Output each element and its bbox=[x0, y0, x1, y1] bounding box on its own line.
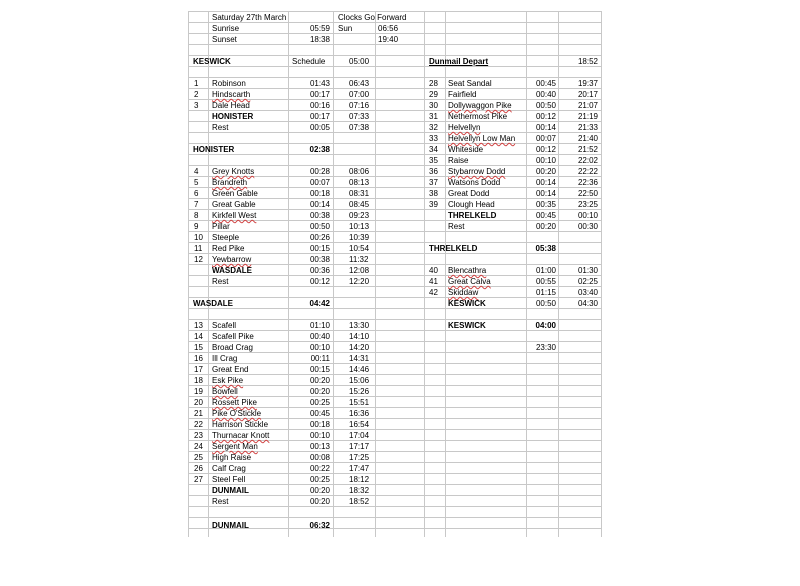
fell-number: 1 bbox=[194, 79, 199, 88]
grid-column-line bbox=[208, 11, 209, 537]
fell-name: Raise bbox=[448, 156, 469, 165]
leg-duration: 00:12 bbox=[535, 112, 556, 121]
fell-number: 22 bbox=[194, 420, 203, 429]
grid-row-line bbox=[188, 363, 601, 364]
leg-duration: 00:14 bbox=[309, 200, 330, 209]
arrival-time: 12:20 bbox=[349, 277, 370, 286]
leg-duration: 00:14 bbox=[535, 189, 556, 198]
fell-name: Whiteside bbox=[448, 145, 484, 154]
start-time: 05:00 bbox=[349, 57, 370, 66]
fell-number: 4 bbox=[194, 167, 199, 176]
fell-name: Helvellyn Low Man bbox=[448, 134, 516, 143]
header-date: Saturday 27th March bbox=[212, 13, 287, 22]
sun-time: 06:56 bbox=[378, 24, 399, 33]
arrival-time: 21:52 bbox=[577, 145, 598, 154]
fell-number: 40 bbox=[429, 266, 438, 275]
fell-number: 28 bbox=[429, 79, 438, 88]
leg3-total-label: DUNMAIL bbox=[212, 521, 249, 530]
fell-name: WASDALE bbox=[212, 266, 252, 275]
dunmail-depart-time: 18:52 bbox=[577, 57, 598, 66]
fell-number: 7 bbox=[194, 200, 199, 209]
leg1-total-label: HONISTER bbox=[193, 145, 235, 154]
arrival-time: 14:46 bbox=[349, 365, 370, 374]
fell-name: Blencathra bbox=[448, 266, 487, 275]
leg4-title: Dunmail Depart bbox=[429, 57, 489, 66]
fell-number: 30 bbox=[429, 101, 438, 110]
arrival-time: 04:30 bbox=[577, 299, 598, 308]
leg-duration: 00:05 bbox=[309, 123, 330, 132]
fell-name: Great End bbox=[212, 365, 249, 374]
fell-name: Esk Pike bbox=[212, 376, 244, 385]
fell-name: Steel Fell bbox=[212, 475, 246, 484]
arrival-time: 23:25 bbox=[577, 200, 598, 209]
grid-row-line bbox=[188, 528, 601, 529]
fell-name: Thurnacar Knott bbox=[212, 431, 270, 440]
leg-duration: 00:20 bbox=[535, 222, 556, 231]
fell-name: Kirkfell West bbox=[212, 211, 257, 220]
leg-duration: 00:10 bbox=[535, 156, 556, 165]
fell-name: Calf Crag bbox=[212, 464, 246, 473]
arrival-time: 11:32 bbox=[349, 255, 369, 264]
fell-number: 27 bbox=[194, 475, 203, 484]
leg-duration: 00:08 bbox=[309, 453, 330, 462]
fell-name: Scafell bbox=[212, 321, 237, 330]
arrival-time: 00:30 bbox=[577, 222, 598, 231]
fell-name: Ill Crag bbox=[212, 354, 238, 363]
leg-duration: 00:17 bbox=[309, 90, 330, 99]
fell-number: 17 bbox=[194, 365, 203, 374]
arrival-time: 01:30 bbox=[577, 266, 598, 275]
arrival-time: 22:02 bbox=[577, 156, 598, 165]
leg-duration: 00:14 bbox=[535, 123, 556, 132]
fell-number: 3 bbox=[194, 101, 199, 110]
fell-number: 42 bbox=[429, 288, 438, 297]
fell-number: 26 bbox=[194, 464, 203, 473]
fell-name: Sergent Man bbox=[212, 442, 258, 451]
leg-duration: 00:15 bbox=[309, 365, 330, 374]
fell-name: Watsons Dodd bbox=[448, 178, 501, 187]
schedule-label: Schedule bbox=[292, 57, 326, 66]
leg-duration: 00:20 bbox=[535, 167, 556, 176]
arrival-time: 09:23 bbox=[349, 211, 370, 220]
arrival-time: 22:36 bbox=[577, 178, 598, 187]
leg-duration: 01:15 bbox=[535, 288, 556, 297]
fell-number: 2 bbox=[194, 90, 199, 99]
leg-duration: 00:50 bbox=[535, 299, 556, 308]
leg-duration: 00:22 bbox=[309, 464, 330, 473]
leg-duration: 00:38 bbox=[309, 211, 330, 220]
leg-duration: 00:20 bbox=[309, 486, 330, 495]
fell-number: 23 bbox=[194, 431, 203, 440]
grid-row-line bbox=[188, 473, 601, 474]
grid-row-line bbox=[188, 66, 601, 67]
arrival-time: 17:17 bbox=[349, 442, 370, 451]
arrival-time: 14:20 bbox=[349, 343, 370, 352]
leg1-total: 02:38 bbox=[309, 145, 330, 154]
arrival-time: 03:40 bbox=[577, 288, 598, 297]
sun-label: Sun bbox=[338, 24, 353, 33]
fell-number: 29 bbox=[429, 90, 438, 99]
fell-name: Yewbarrow bbox=[212, 255, 252, 264]
fell-name: Dollywaggon Pike bbox=[448, 101, 512, 110]
fell-number: 34 bbox=[429, 145, 438, 154]
leg-duration: 00:26 bbox=[309, 233, 330, 242]
fell-name: Rest bbox=[212, 277, 229, 286]
fell-name: Brandreth bbox=[212, 178, 248, 187]
grid-row-line bbox=[188, 495, 601, 496]
fell-number: 33 bbox=[429, 134, 438, 143]
fell-name: Robinson bbox=[212, 79, 246, 88]
leg-duration: 00:50 bbox=[535, 101, 556, 110]
fell-number: 41 bbox=[429, 277, 438, 286]
fell-name: Harrison Stickle bbox=[212, 420, 269, 429]
arrival-time: 22:50 bbox=[577, 189, 598, 198]
leg-duration: 00:45 bbox=[535, 79, 556, 88]
arrival-time: 08:06 bbox=[349, 167, 370, 176]
fell-number: 6 bbox=[194, 189, 199, 198]
fell-number: 16 bbox=[194, 354, 203, 363]
fell-number: 35 bbox=[429, 156, 438, 165]
grid-row-line bbox=[188, 55, 601, 56]
leg-duration: 00:18 bbox=[309, 420, 330, 429]
grid-row-line bbox=[188, 506, 601, 507]
leg-duration: 00:28 bbox=[309, 167, 330, 176]
leg-duration: 00:17 bbox=[309, 112, 330, 121]
leg5-total-label: KESWICK bbox=[448, 321, 486, 330]
arrival-time: 17:47 bbox=[349, 464, 370, 473]
fell-number: 15 bbox=[194, 343, 203, 352]
fell-number: 12 bbox=[194, 255, 203, 264]
fell-number: 11 bbox=[194, 244, 203, 253]
grid-row-line bbox=[188, 374, 601, 375]
fell-number: 38 bbox=[429, 189, 438, 198]
fell-name: HONISTER bbox=[212, 112, 254, 121]
fell-name: DUNMAIL bbox=[212, 486, 249, 495]
arrival-time: 07:16 bbox=[349, 101, 370, 110]
arrival-time: 02:25 bbox=[577, 277, 598, 286]
arrival-time: 19:37 bbox=[577, 79, 598, 88]
grid-column-line bbox=[333, 11, 334, 537]
fell-number: 19 bbox=[194, 387, 203, 396]
fell-name: Seat Sandal bbox=[448, 79, 492, 88]
fell-number: 18 bbox=[194, 376, 203, 385]
leg-duration: 00:12 bbox=[309, 277, 330, 286]
grid-column-line bbox=[375, 11, 376, 537]
leg-duration: 00:16 bbox=[309, 101, 330, 110]
leg4-total: 05:38 bbox=[535, 244, 556, 253]
arrival-time: 07:00 bbox=[349, 90, 370, 99]
arrival-time: 10:13 bbox=[349, 222, 370, 231]
fell-name: Skiddaw bbox=[448, 288, 479, 297]
grid-column-line bbox=[445, 11, 446, 537]
leg-duration: 00:13 bbox=[309, 442, 330, 451]
leg-duration: 00:40 bbox=[309, 332, 330, 341]
leg-duration: 00:55 bbox=[535, 277, 556, 286]
arrival-time: 13:30 bbox=[349, 321, 370, 330]
arrival-time: 08:45 bbox=[349, 200, 370, 209]
fell-number: 39 bbox=[429, 200, 438, 209]
arrival-time: 10:39 bbox=[349, 233, 370, 242]
sunrise-time: 05:59 bbox=[309, 24, 330, 33]
fell-name: Grey Knotts bbox=[212, 167, 255, 176]
leg-duration: 00:45 bbox=[309, 409, 330, 418]
arrival-time: 17:25 bbox=[349, 453, 370, 462]
fell-name: High Raise bbox=[212, 453, 252, 462]
fell-name: Bowfell bbox=[212, 387, 238, 396]
fell-name: Green Gable bbox=[212, 189, 258, 198]
fell-name: Clough Head bbox=[448, 200, 495, 209]
leg-duration: 00:10 bbox=[309, 343, 330, 352]
fell-name: THRELKELD bbox=[448, 211, 497, 220]
arrival-time: 15:51 bbox=[349, 398, 370, 407]
arrival-time: 18:52 bbox=[349, 497, 370, 506]
leg-duration: 00:15 bbox=[309, 244, 330, 253]
arrival-time: 12:08 bbox=[349, 266, 370, 275]
leg-duration: 00:50 bbox=[309, 222, 330, 231]
leg-duration: 01:10 bbox=[309, 321, 330, 330]
leg2-total-label: WASDALE bbox=[193, 299, 233, 308]
leg-duration: 01:43 bbox=[309, 79, 330, 88]
fell-number: 13 bbox=[194, 321, 203, 330]
fell-name: Great Calva bbox=[448, 277, 491, 286]
fell-name: Great Gable bbox=[212, 200, 256, 209]
leg-duration: 00:25 bbox=[309, 398, 330, 407]
arrival-time: 08:31 bbox=[349, 189, 370, 198]
leg-duration: 00:20 bbox=[309, 387, 330, 396]
grand-total: 23:30 bbox=[535, 343, 556, 352]
grid-row-line bbox=[188, 385, 601, 386]
grid-row-line bbox=[188, 517, 601, 518]
header-clocks-note: Clocks Go Forward bbox=[338, 13, 407, 22]
fell-name: Broad Crag bbox=[212, 343, 253, 352]
fell-name: Nethermost Pike bbox=[448, 112, 508, 121]
leg-duration: 00:12 bbox=[535, 145, 556, 154]
arrival-time: 07:33 bbox=[349, 112, 370, 121]
fell-number: 8 bbox=[194, 211, 199, 220]
leg3-total: 06:32 bbox=[309, 521, 330, 530]
leg-duration: 00:10 bbox=[309, 431, 330, 440]
leg-duration: 00:11 bbox=[310, 354, 330, 363]
fell-name: Hindscarth bbox=[212, 90, 251, 99]
arrival-time: 00:10 bbox=[577, 211, 598, 220]
arrival-time: 15:06 bbox=[349, 376, 370, 385]
arrival-time: 21:33 bbox=[577, 123, 598, 132]
arrival-time: 14:10 bbox=[349, 332, 370, 341]
fell-number: 32 bbox=[429, 123, 438, 132]
fell-number: 37 bbox=[429, 178, 438, 187]
fell-name: Red Pike bbox=[212, 244, 245, 253]
leg-duration: 00:07 bbox=[535, 134, 556, 143]
fell-name: Pillar bbox=[212, 222, 230, 231]
sunrise-label: Sunrise bbox=[212, 24, 240, 33]
fell-number: 36 bbox=[429, 167, 438, 176]
fell-name: Fairfield bbox=[448, 90, 477, 99]
fell-number: 20 bbox=[194, 398, 203, 407]
arrival-time: 21:40 bbox=[577, 134, 598, 143]
sunset-time: 18:38 bbox=[309, 35, 330, 44]
fell-name: Stybarrow Dodd bbox=[448, 167, 506, 176]
grid-column-line bbox=[424, 11, 425, 537]
fell-name: Pike O'Stickle bbox=[212, 409, 262, 418]
leg-duration: 00:25 bbox=[309, 475, 330, 484]
fell-number: 24 bbox=[194, 442, 203, 451]
sunset-time-after: 19:40 bbox=[378, 35, 399, 44]
leg-duration: 00:45 bbox=[535, 211, 556, 220]
arrival-time: 16:54 bbox=[349, 420, 370, 429]
leg-duration: 01:00 bbox=[535, 266, 556, 275]
fell-number: 10 bbox=[194, 233, 203, 242]
fell-name: Rossett Pike bbox=[212, 398, 257, 407]
arrival-time: 15:26 bbox=[349, 387, 370, 396]
grid-row-line bbox=[188, 484, 601, 485]
leg-duration: 00:20 bbox=[309, 497, 330, 506]
arrival-time: 21:07 bbox=[577, 101, 598, 110]
leg2-total: 04:42 bbox=[309, 299, 330, 308]
fell-name: Rest bbox=[448, 222, 465, 231]
fell-name: Great Dodd bbox=[448, 189, 490, 198]
grid-column-line bbox=[601, 11, 602, 537]
fell-name: KESWICK bbox=[448, 299, 486, 308]
fell-name: Rest bbox=[212, 123, 229, 132]
arrival-time: 17:04 bbox=[349, 431, 370, 440]
sunset-label: Sunset bbox=[212, 35, 237, 44]
fell-number: 9 bbox=[194, 222, 199, 231]
leg-duration: 00:40 bbox=[535, 90, 556, 99]
fell-number: 5 bbox=[194, 178, 199, 187]
fell-name: Steeple bbox=[212, 233, 240, 242]
leg-duration: 00:35 bbox=[535, 200, 556, 209]
leg-duration: 00:07 bbox=[309, 178, 330, 187]
fell-number: 14 bbox=[194, 332, 203, 341]
fell-number: 31 bbox=[429, 112, 438, 121]
fell-name: Scafell Pike bbox=[212, 332, 254, 341]
leg4-total-label: THRELKELD bbox=[429, 244, 478, 253]
leg-duration: 00:36 bbox=[309, 266, 330, 275]
arrival-time: 20:17 bbox=[577, 90, 598, 99]
leg-duration: 00:20 bbox=[309, 376, 330, 385]
fell-name: Rest bbox=[212, 497, 229, 506]
grid-column-line bbox=[188, 11, 189, 537]
arrival-time: 08:13 bbox=[349, 178, 370, 187]
fell-number: 21 bbox=[194, 409, 203, 418]
fell-name: Helvellyn bbox=[448, 123, 481, 132]
leg5-total: 04:00 bbox=[535, 321, 556, 330]
leg-duration: 00:14 bbox=[535, 178, 556, 187]
fell-name: Dale Head bbox=[212, 101, 250, 110]
arrival-time: 10:54 bbox=[349, 244, 370, 253]
arrival-time: 21:19 bbox=[577, 112, 598, 121]
leg1-title: KESWICK bbox=[193, 57, 231, 66]
leg-duration: 00:38 bbox=[309, 255, 330, 264]
arrival-time: 07:38 bbox=[349, 123, 370, 132]
arrival-time: 14:31 bbox=[349, 354, 370, 363]
arrival-time: 18:32 bbox=[349, 486, 370, 495]
arrival-time: 16:36 bbox=[349, 409, 370, 418]
grid-column-line bbox=[288, 11, 289, 537]
leg-duration: 00:18 bbox=[309, 189, 330, 198]
fell-number: 25 bbox=[194, 453, 203, 462]
arrival-time: 18:12 bbox=[349, 475, 370, 484]
arrival-time: 22:22 bbox=[577, 167, 598, 176]
arrival-time: 06:43 bbox=[349, 79, 370, 88]
